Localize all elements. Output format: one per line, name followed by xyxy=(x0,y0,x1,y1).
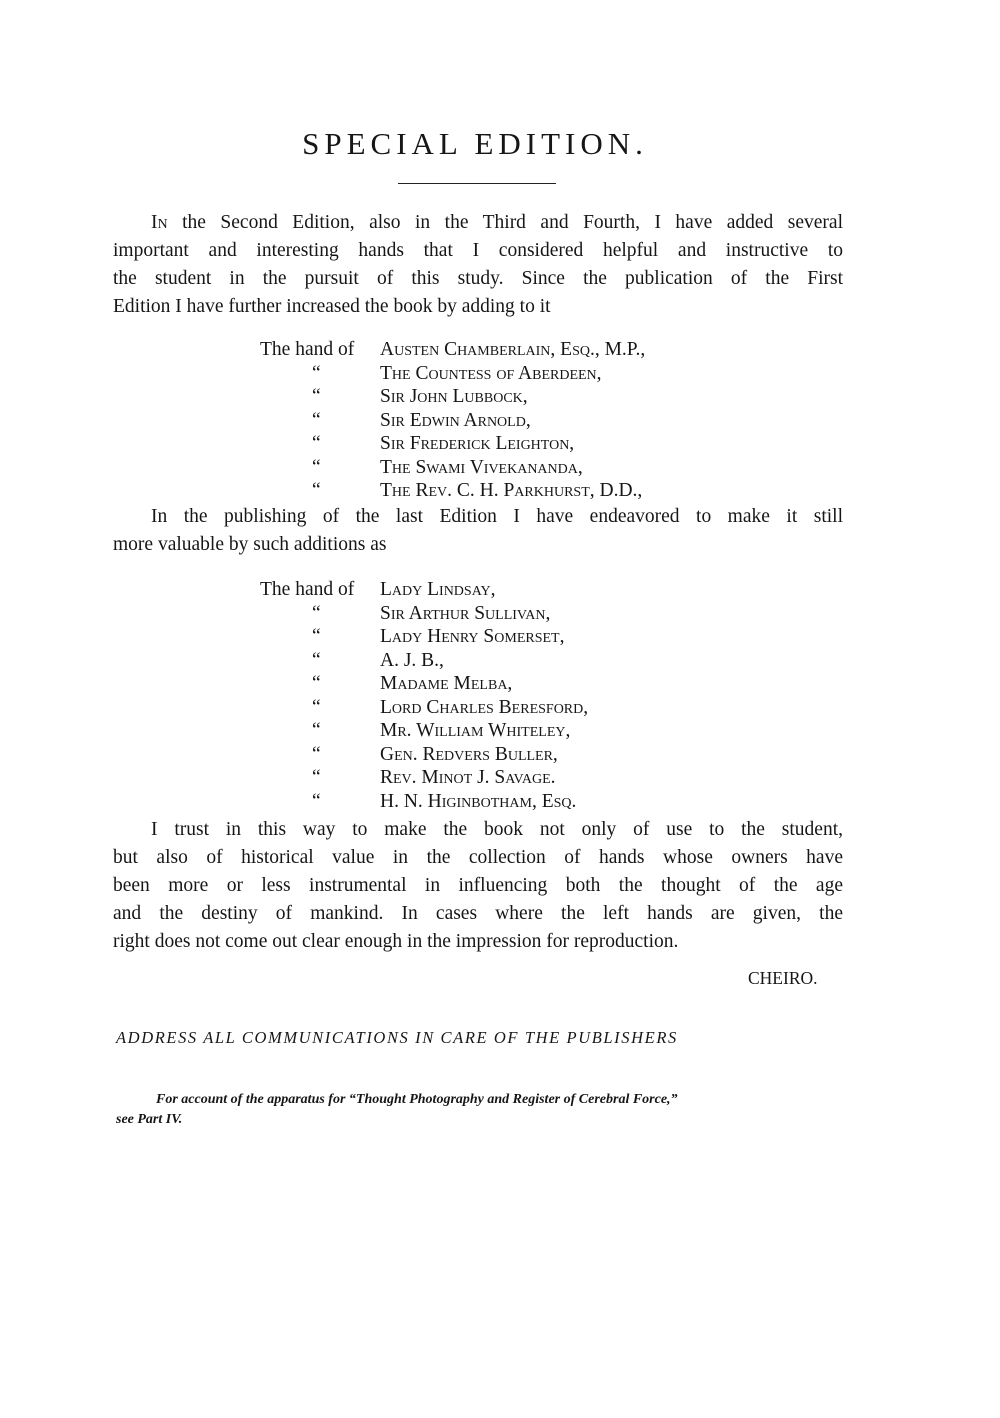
ditto-mark: “ xyxy=(312,362,321,384)
list-intro: The hand of xyxy=(260,339,355,360)
closing-paragraph xyxy=(113,816,843,956)
second-hands-list xyxy=(260,578,588,813)
ditto-mark: “ xyxy=(312,767,321,788)
closing-line-4: and the destiny of mankind. In cases where the left hands are given, the xyxy=(113,903,843,924)
footnote-line-1: For account of the apparatus for “Thought Photography and Register of Cerebral Force,” xyxy=(156,1092,678,1107)
author-signature: CHEIRO. xyxy=(748,968,818,988)
list-item: “ The Swami Vivekananda, xyxy=(260,456,645,480)
list-item: “ H. N. Higinbotham, Esq. xyxy=(260,790,588,814)
ditto-mark: “ xyxy=(312,790,321,812)
page-title: SPECIAL EDITION. xyxy=(302,126,648,161)
ditto-mark: “ xyxy=(312,673,321,694)
ditto-mark: “ xyxy=(312,720,321,741)
intro-line-3: the student in the pursuit of this study. Since the publication of the First xyxy=(113,268,843,289)
intro-first-word: In xyxy=(151,212,168,233)
ditto-mark: “ xyxy=(312,626,321,647)
list-item: The hand of Lady Lindsay, xyxy=(260,579,496,600)
list-item: “ Lord Charles Beresford, xyxy=(260,696,588,720)
list-item: “ Gen. Redvers Buller, xyxy=(260,743,588,767)
list-item: “ Rev. Minot J. Savage. xyxy=(260,766,588,790)
ditto-mark: “ xyxy=(312,743,321,765)
list-item: “ Sir Arthur Sullivan, xyxy=(260,602,588,626)
ditto-mark: “ xyxy=(312,480,321,501)
first-hands-list xyxy=(260,338,645,503)
list-item: “ Mr. William Whiteley, xyxy=(260,719,588,743)
intro-line-2: important and interesting hands that I considered helpful and instructive to xyxy=(113,240,843,261)
list-item: “ Lady Henry Somerset, xyxy=(260,625,588,649)
ditto-mark: “ xyxy=(312,456,321,478)
ditto-mark: “ xyxy=(312,433,321,454)
ditto-mark: “ xyxy=(312,602,321,624)
list-item: “ Madame Melba, xyxy=(260,672,588,696)
list-item: “ Sir Frederick Leighton, xyxy=(260,432,645,456)
list-item: “ The Rev. C. H. Parkhurst, D.D., xyxy=(260,479,645,503)
closing-line-3: been more or less instrumental in influencing both the thought of the age xyxy=(113,875,843,896)
list-item: “ Sir Edwin Arnold, xyxy=(260,409,645,433)
ditto-mark: “ xyxy=(312,386,321,407)
footnote xyxy=(116,1090,856,1130)
closing-line-2: but also of historical value in the collection of hands whose owners have xyxy=(113,847,843,868)
middle-line-1: In the publishing of the last Edition I have endeavored to make it still xyxy=(151,506,843,527)
list-intro: The hand of xyxy=(260,579,355,600)
closing-line-5: right does not come out clear enough in the impression for reproduction. xyxy=(113,931,679,952)
intro-line-4: Edition I have further increased the book by adding to it xyxy=(113,296,551,317)
middle-line-2: more valuable by such additions as xyxy=(113,534,387,555)
ditto-mark: “ xyxy=(312,409,321,431)
footnote-line-2: see Part IV. xyxy=(116,1112,183,1127)
list-item: “ A. J. B., xyxy=(260,649,588,673)
closing-line-1: I trust in this way to make the book not only of use to the student, xyxy=(151,819,843,840)
middle-paragraph xyxy=(113,503,843,559)
list-item: “ Sir John Lubbock, xyxy=(260,385,645,409)
list-item: The hand of Austen Chamberlain, Esq., M.P., xyxy=(260,339,646,360)
address-notice: ADDRESS ALL COMMUNICATIONS IN CARE OF THE PUBLISHERS xyxy=(116,1028,678,1047)
intro-paragraph xyxy=(113,209,843,321)
ditto-mark: “ xyxy=(312,696,321,718)
list-item: “ The Countess of Aberdeen, xyxy=(260,362,645,386)
intro-line-1: In the Second Edition, also in the Third and Fourth, I have added several xyxy=(151,212,843,233)
ditto-mark: “ xyxy=(312,649,321,671)
title-divider xyxy=(398,183,556,184)
